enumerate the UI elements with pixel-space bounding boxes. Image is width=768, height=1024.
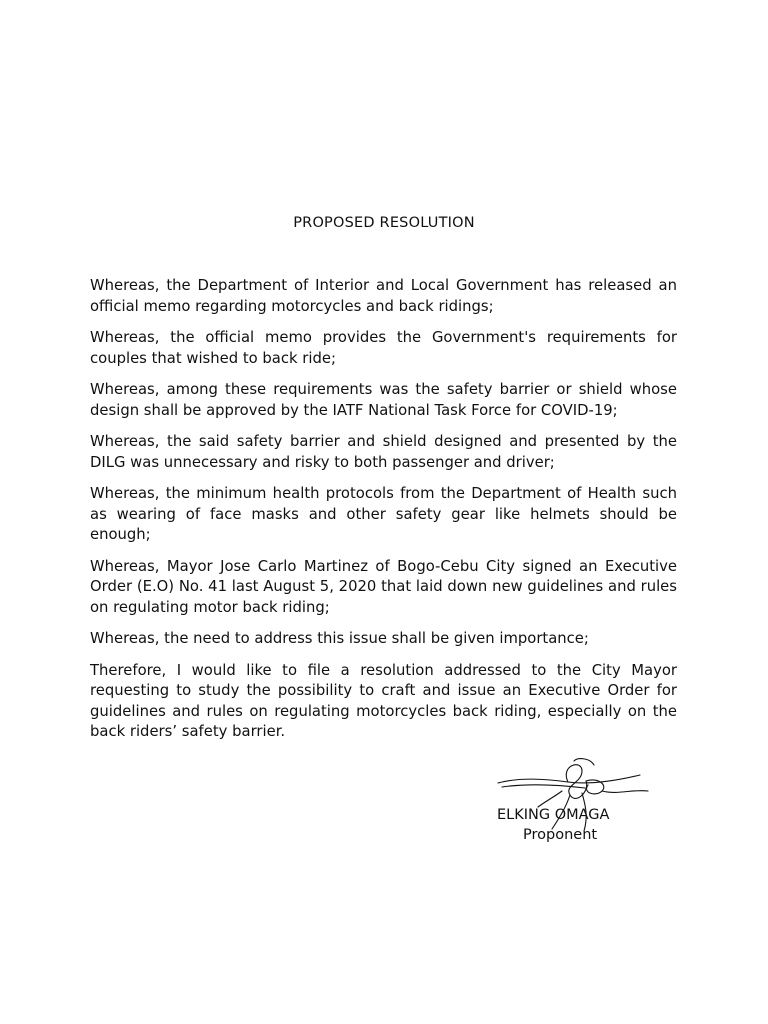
whereas-paragraph-6: Whereas, Mayor Jose Carlo Martinez of Bogo-Cebu City signed an Executive Order (E.O) No. 41 last August 5, 2020 that laid down new guidelines and rules on regulating motor back riding; — [90, 557, 677, 616]
signature-block — [485, 755, 655, 855]
handwritten-signature — [490, 755, 655, 835]
signatory-role: Proponent — [523, 827, 598, 843]
resolution-body — [90, 276, 677, 754]
document-title: PROPOSED RESOLUTION — [293, 215, 475, 231]
whereas-paragraph-4: Whereas, the said safety barrier and shield designed and presented by the DILG was unnecessary and risky to both passenger and driver; — [90, 433, 677, 471]
therefore-paragraph: Therefore, I would like to file a resolution addressed to the City Mayor requesting to study the possibility to craft and issue an Executive Order for guidelines and rules on regulating motorcycles back riding, especially on the back riders’ safety barrier. — [90, 661, 677, 740]
signatory-name: ELKING OMAGA — [497, 807, 610, 823]
whereas-paragraph-1: Whereas, the Department of Interior and Local Government has released an official memo regarding motorcycles and back ridings; — [90, 277, 677, 315]
whereas-paragraph-2: Whereas, the official memo provides the Government's requirements for couples that wished to back ride; — [90, 329, 677, 367]
whereas-paragraph-3: Whereas, among these requirements was the safety barrier or shield whose design shall be approved by the IATF National Task Force for COVID-19; — [90, 381, 677, 419]
whereas-paragraph-7: Whereas, the need to address this issue shall be given importance; — [90, 630, 589, 647]
whereas-paragraph-5: Whereas, the minimum health protocols from the Department of Health such as wearing of face masks and other safety gear like helmets should be enough; — [90, 485, 677, 543]
